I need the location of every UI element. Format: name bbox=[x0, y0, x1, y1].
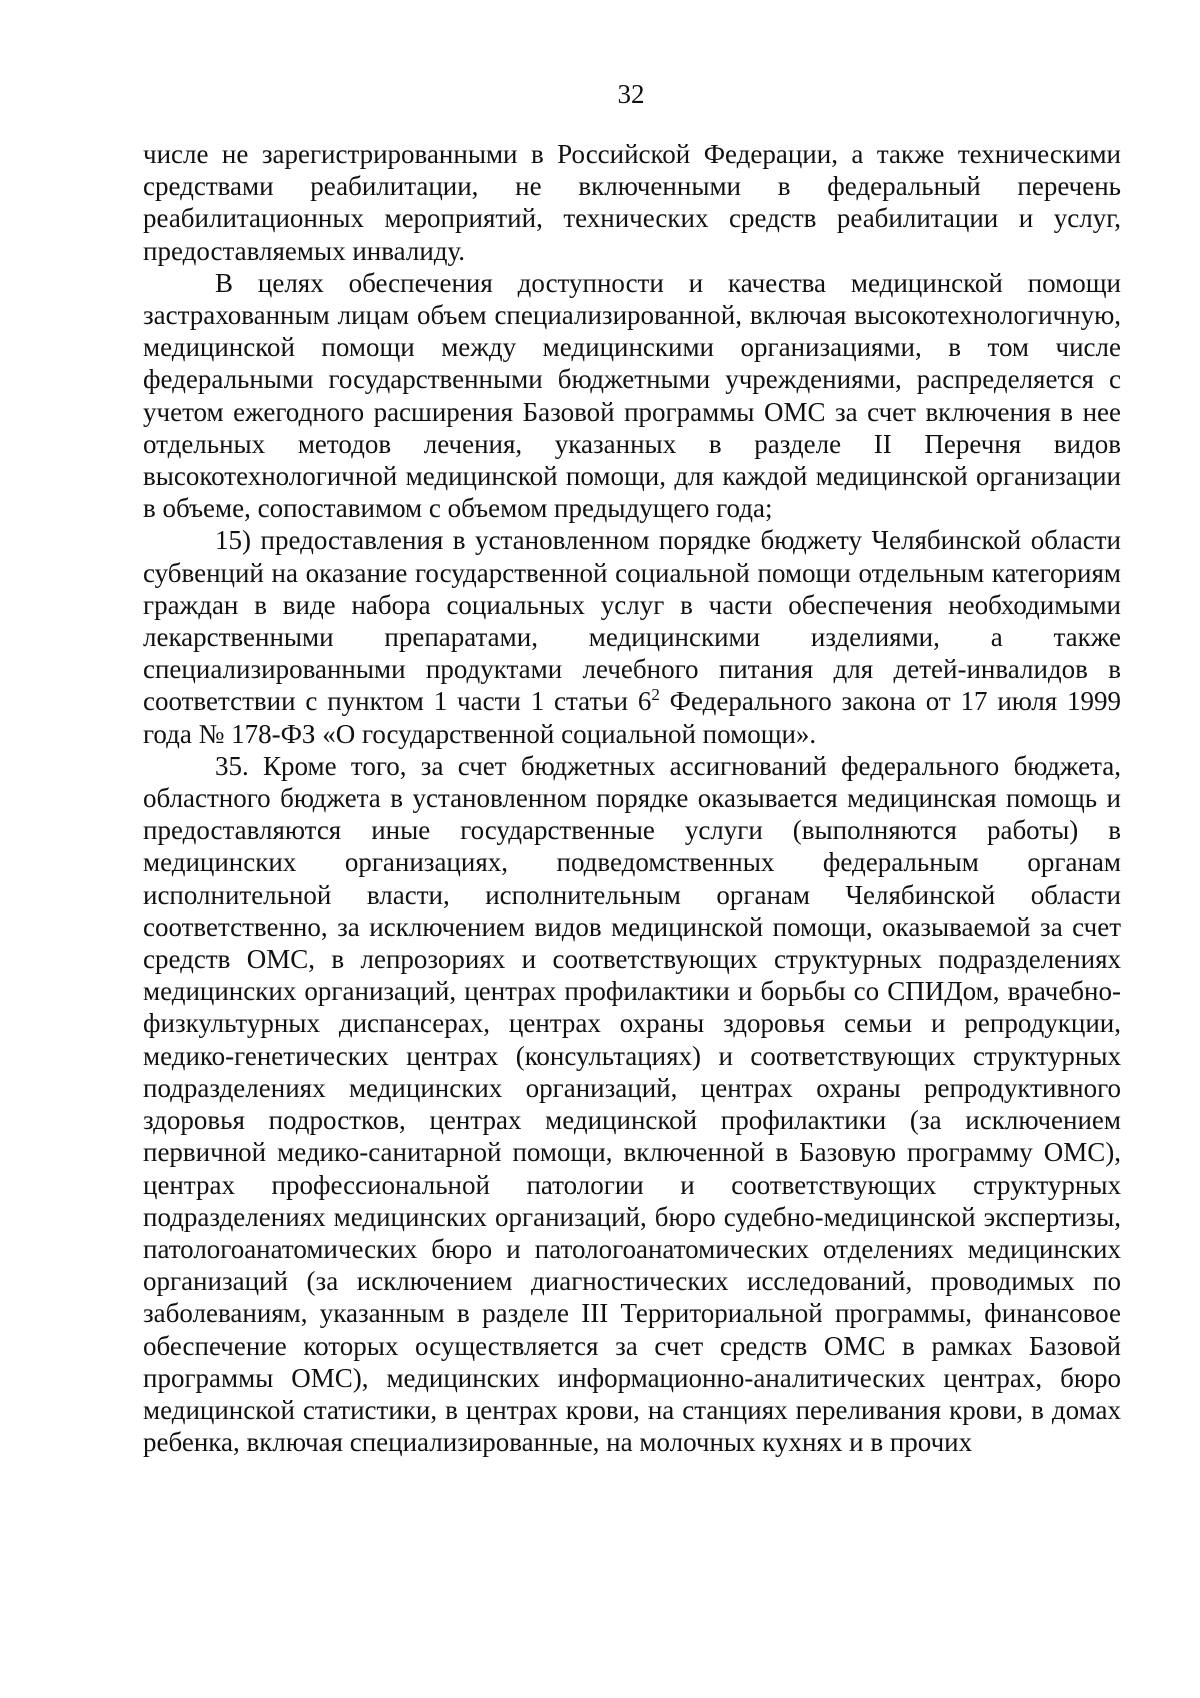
paragraph-item-15 bbox=[143, 524, 1121, 749]
paragraph-item-35: 35. Кроме того, за счет бюджетных ассигнований федерального бюджета, областного бюджета в установленном порядке оказывается медицинская помощь и предоставляются иные государственные услуги (выполняются работы) в медицинских организациях, подведомственных федеральным органам исполнительной власти, исполнительным органам Челябинской области соответственно, за исключением видов медицинской помощи, оказываемой за счет средств ОМС, в лепрозориях и соответствующих структурных подразделениях медицинских организаций, центрах профилактики и борьбы со СПИДом, врачебно-физкультурных диспансерах, центрах охраны здоровья семьи и репродукции, медико-генетических центрах (консультациях) и соответствующих структурных подразделениях медицинских организаций, центрах охраны репродуктивного здоровья подростков, центрах медицинской профилактики (за исключением первичной медико-санитарной помощи, включенной в Базовую программу ОМС), центрах профессиональной патологии и соответствующих структурных подразделениях медицинских организаций, бюро судебно-медицинской экспертизы, патологоанатомических бюро и патологоанатомических отделениях медицинских организаций (за исключением диагностических исследований, проводимых по заболеваниям, указанным в разделе III Территориальной программы, финансовое обеспечение которых осуществляется за счет средств ОМС в рамках Базовой программы ОМС), медицинских информационно-аналитических центрах, бюро медицинской статистики, в центрах крови, на станциях переливания крови, в домах ребенка, включая специализированные, на молочных кухнях и в прочих bbox=[143, 750, 1121, 1458]
item-15-superscript: 2 bbox=[651, 685, 660, 705]
paragraph-volume-distribution: В целях обеспечения доступности и качества медицинской помощи застрахованным лицам объем специализированной, включая высокотехнологичную, медицинской помощи между медицинскими организациями, в том числе федеральными государственными бюджетными учреждениями, распределяется с учетом ежегодного расширения Базовой программы ОМС за счет включения в нее отдельных методов лечения, указанных в разделе II Перечня видов высокотехнологичной медицинской помощи, для каждой медицинской организации в объеме, сопоставимом с объемом предыдущего года; bbox=[143, 267, 1121, 524]
item-15-text-before: 15) предоставления в установленном порядке бюджету Челябинской области субвенций на оказание государственной социальной помощи отдельным категориям граждан в виде набора социальных услуг в части обеспечения необходимыми лекарственными препаратами, медицинскими изделиями, а также специализированными продуктами лечебного питания для детей-инвалидов в соответствии с пунктом 1 части 1 статьи 6 bbox=[143, 525, 1121, 717]
page-number: 32 bbox=[617, 79, 645, 109]
paragraph-continuation: числе не зарегистрированными в Российской Федерации, а также техническими средствами реабилитации, не включенными в федеральный перечень реабилитационных мероприятий, технических средств реабилитации и услуг, предоставляемых инвалиду. bbox=[143, 139, 1121, 266]
document-body bbox=[143, 138, 1121, 1458]
item-15-text-after: Федерального закона от 17 июля 1999 года № 178-ФЗ «О государственной социальной помощи». bbox=[143, 686, 1121, 749]
